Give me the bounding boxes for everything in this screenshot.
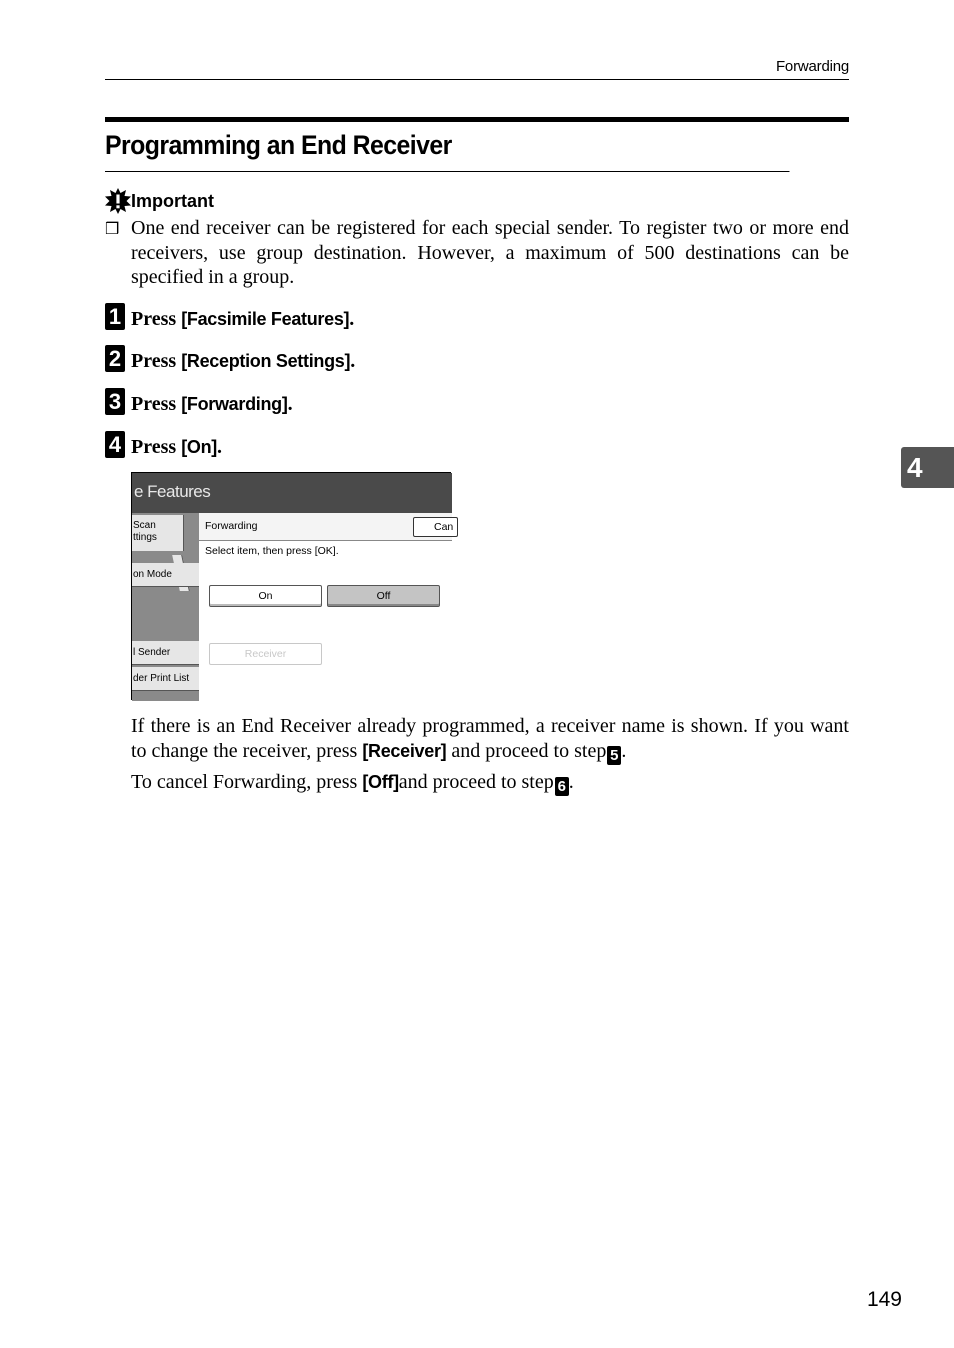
step-number-icon: 1 (105, 303, 125, 330)
important-note-text: One end receiver can be registered for each special sender. To register two or more end receivers, use group destination. However, a maximum of 500 destinations can be specified in a group. (131, 217, 849, 288)
step-period: . (216, 436, 222, 458)
step-period: . (350, 350, 356, 372)
menu-item-print-list[interactable]: der Print List (132, 667, 199, 691)
paragraph-text: and proceed to step (398, 771, 554, 793)
key-facsimile-features: [Facsimile Features] (181, 309, 350, 329)
receiver-button[interactable]: Receiver (209, 643, 322, 665)
step-period: . (349, 308, 355, 330)
step-period: . (287, 393, 293, 415)
key-receiver: [Receiver] (362, 740, 447, 761)
off-button[interactable]: Off (327, 585, 440, 607)
paragraph-text: To cancel Forwarding, press (131, 771, 363, 793)
key-forwarding: [Forwarding] (181, 394, 288, 414)
forwarding-dialog (199, 513, 452, 701)
step-text: Press (131, 350, 182, 372)
step-text: Press (131, 436, 182, 458)
step-ref-icon: 6 (555, 777, 569, 796)
key-reception-settings: [Reception Settings] (181, 351, 351, 371)
section-title: Programming an End Receiver (105, 128, 789, 172)
checkbox-bullet-icon: ❒ (105, 219, 120, 238)
title-rule (105, 117, 849, 122)
step-1 (105, 302, 354, 330)
page-number: 149 (866, 1288, 902, 1311)
receiver-paragraph (131, 714, 849, 765)
paragraph-text: and proceed to step (446, 739, 607, 762)
tab-scan-settings[interactable]: Scan ttings (132, 515, 184, 551)
step-number-icon: 3 (105, 388, 125, 415)
on-button[interactable]: On (209, 585, 322, 607)
screen-title: e Features (134, 482, 211, 501)
cancel-button[interactable]: Can (413, 517, 458, 537)
dialog-header (199, 513, 452, 541)
dialog-instruction: Select item, then press [OK]. (205, 545, 339, 557)
chapter-tab: 4 (901, 447, 954, 488)
important-label: Important (131, 190, 214, 211)
menu-item-mode[interactable]: on Mode (132, 563, 199, 587)
running-header: Forwarding (105, 57, 849, 80)
paragraph-period: . (568, 771, 574, 793)
paragraph-period: . (621, 739, 627, 762)
paragraph-text: If there is an End Receiver already programmed, a receiver name is shown. If you want to change the receiver, press (131, 715, 849, 762)
important-note (105, 216, 849, 290)
step-3 (105, 387, 293, 415)
screen-side-menu (132, 513, 199, 701)
dialog-title: Forwarding (205, 520, 258, 532)
step-ref-icon: 5 (607, 746, 621, 765)
step-text: Press (131, 393, 182, 415)
key-off: [Off] (362, 772, 399, 792)
step-2 (105, 344, 355, 372)
step-number-icon: 2 (105, 345, 125, 372)
step-4 (105, 430, 222, 458)
step-text: Press (131, 308, 182, 330)
step-number-icon: 4 (105, 431, 125, 458)
screen-screenshot (131, 472, 454, 700)
important-burst-icon (105, 188, 131, 214)
cancel-paragraph (131, 770, 849, 796)
key-on: [On] (181, 437, 217, 457)
important-heading (105, 188, 214, 214)
screen-title-bar (132, 473, 452, 513)
menu-item-sender[interactable]: l Sender (132, 641, 199, 665)
